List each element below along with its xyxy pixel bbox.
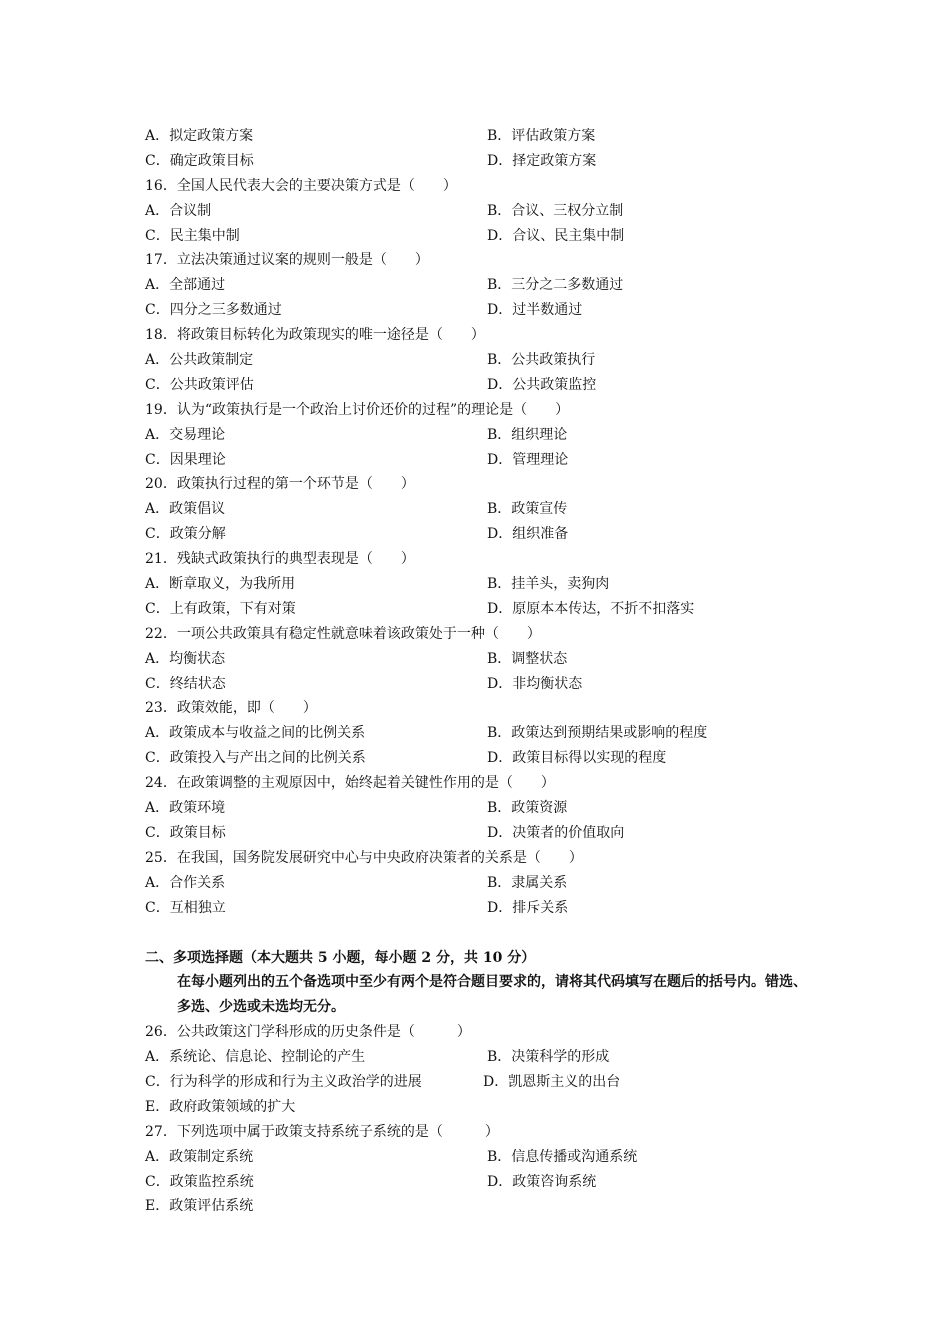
option-d: D．非均衡状态 <box>487 675 583 692</box>
option-row <box>145 1045 845 1070</box>
option-row <box>145 746 845 771</box>
option-row <box>145 497 845 522</box>
option-c: C．民主集中制 <box>145 227 240 244</box>
option-b: B．隶属关系 <box>487 874 568 891</box>
option-b: B．合议、三权分立制 <box>487 202 624 219</box>
option-row <box>145 1194 845 1219</box>
option-c: C．互相独立 <box>145 899 226 916</box>
option-a: A．合作关系 <box>145 874 226 891</box>
option-a: A．政策成本与收益之间的比例关系 <box>145 725 366 742</box>
option-c: C．上有政策，下有对策 <box>145 600 296 617</box>
option-b: B．政策资源 <box>487 800 568 817</box>
question-stem: 20．政策执行过程的第一个环节是（ ） <box>145 476 415 493</box>
option-a: A．公共政策制定 <box>145 352 254 369</box>
option-row <box>145 721 845 746</box>
option-d: D．原原本本传达，不折不扣落实 <box>487 600 695 617</box>
option-d: D．政策目标得以实现的程度 <box>487 750 667 767</box>
option-a: A．全部通过 <box>145 277 226 294</box>
option-row <box>145 672 845 697</box>
question-stem: 18．将政策目标转化为政策现实的唯一途径是（ ） <box>145 327 485 344</box>
option-d: D．凯恩斯主义的出台 <box>483 1073 621 1090</box>
option-a: A．断章取义，为我所用 <box>145 576 296 593</box>
option-row <box>145 1070 845 1095</box>
question-stem: 23．政策效能，即（ ） <box>145 700 317 717</box>
option-row <box>145 572 845 597</box>
option-a: A．政策制定系统 <box>145 1148 254 1165</box>
option-b: B．三分之二多数通过 <box>487 277 624 294</box>
option-row <box>145 199 845 224</box>
option-row <box>145 896 845 921</box>
option-d: D．政策咨询系统 <box>487 1173 597 1190</box>
option-row <box>145 298 845 323</box>
option-row <box>145 1145 845 1170</box>
question-stem: 17．立法决策通过议案的规则一般是（ ） <box>145 252 429 269</box>
section-title: 二、多项选择题（本大题共 5 小题，每小题 2 分，共 10 分） <box>145 949 536 966</box>
option-b: B．政策宣传 <box>487 501 568 518</box>
option-a: A．政策倡议 <box>145 501 226 518</box>
question-stem: 16．全国人民代表大会的主要决策方式是（ ） <box>145 177 457 194</box>
option-d: D．决策者的价值取向 <box>487 824 625 841</box>
option-row <box>145 224 845 249</box>
option-a: A．拟定政策方案 <box>145 128 254 144</box>
option-d: D．管理理论 <box>487 451 569 468</box>
section-instruction: 多选、少选或未选均无分。 <box>177 999 345 1016</box>
option-b: B．调整状态 <box>487 650 568 667</box>
question-stem: 24．在政策调整的主观原因中，始终起着关键性作用的是（ ） <box>145 775 555 792</box>
option-row <box>145 1170 845 1195</box>
option-d: D．过半数通过 <box>487 302 583 319</box>
option-c: C．政策投入与产出之间的比例关系 <box>145 750 366 767</box>
option-c: C．政策监控系统 <box>145 1173 254 1190</box>
option-c: C．因果理论 <box>145 451 226 468</box>
option-b: B．政策达到预期结果或影响的程度 <box>487 725 708 742</box>
option-a: A．政策环境 <box>145 800 226 817</box>
option-b: B．信息传播或沟通系统 <box>487 1148 638 1165</box>
option-c: C．终结状态 <box>145 675 226 692</box>
option-b: B．决策科学的形成 <box>487 1049 610 1066</box>
option-c: C．公共政策评估 <box>145 376 254 393</box>
option-d: D．排斥关系 <box>487 899 569 916</box>
option-c: C．确定政策目标 <box>145 152 254 169</box>
option-c: C．政策目标 <box>145 824 226 841</box>
question-stem: 25．在我国，国务院发展研究中心与中央政府决策者的关系是（ ） <box>145 849 583 866</box>
option-a: A．系统论、信息论、控制论的产生 <box>145 1049 366 1066</box>
option-c: C．四分之三多数通过 <box>145 302 282 319</box>
question-stem: 26．公共政策这门学科形成的历史条件是（ ） <box>145 1024 471 1041</box>
option-c: C．政策分解 <box>145 526 226 543</box>
option-b: B．组织理论 <box>487 426 568 443</box>
option-d: D．公共政策监控 <box>487 376 597 393</box>
option-a: A．均衡状态 <box>145 650 226 667</box>
option-row <box>145 348 845 373</box>
option-a: A．交易理论 <box>145 426 226 443</box>
option-row <box>145 871 845 896</box>
option-row <box>145 597 845 622</box>
section-gap <box>145 921 845 946</box>
option-a: A．合议制 <box>145 202 212 219</box>
option-b: B．评估政策方案 <box>487 128 596 144</box>
option-b: B．公共政策执行 <box>487 352 596 369</box>
option-row <box>145 423 845 448</box>
option-row <box>145 373 845 398</box>
section-instruction: 在每小题列出的五个备选项中至少有两个是符合题目要求的，请将其代码填写在题后的括号内。错选、 <box>177 974 807 991</box>
option-row <box>145 448 845 473</box>
option-e: E．政策评估系统 <box>145 1198 254 1215</box>
option-row <box>145 796 845 821</box>
question-stem: 22．一项公共政策具有稳定性就意味着该政策处于一种（ ） <box>145 625 541 642</box>
option-row <box>145 124 845 149</box>
question-stem: 19．认为“政策执行是一个政治上讨价还价的过程”的理论是（ ） <box>145 401 570 418</box>
option-d: D．择定政策方案 <box>487 152 597 169</box>
exam-content <box>145 124 845 1219</box>
question-stem: 27．下列选项中属于政策支持系统子系统的是（ ） <box>145 1123 499 1140</box>
option-b: B．挂羊头，卖狗肉 <box>487 576 610 593</box>
option-row <box>145 149 845 174</box>
option-d: D．组织准备 <box>487 526 569 543</box>
option-row <box>145 522 845 547</box>
option-row <box>145 1095 845 1120</box>
option-row <box>145 647 845 672</box>
option-e: E．政府政策领域的扩大 <box>145 1098 296 1115</box>
option-row <box>145 273 845 298</box>
question-stem: 21．残缺式政策执行的典型表现是（ ） <box>145 551 415 568</box>
option-row <box>145 821 845 846</box>
option-c: C．行为科学的形成和行为主义政治学的进展 <box>145 1073 422 1090</box>
option-d: D．合议、民主集中制 <box>487 227 625 244</box>
